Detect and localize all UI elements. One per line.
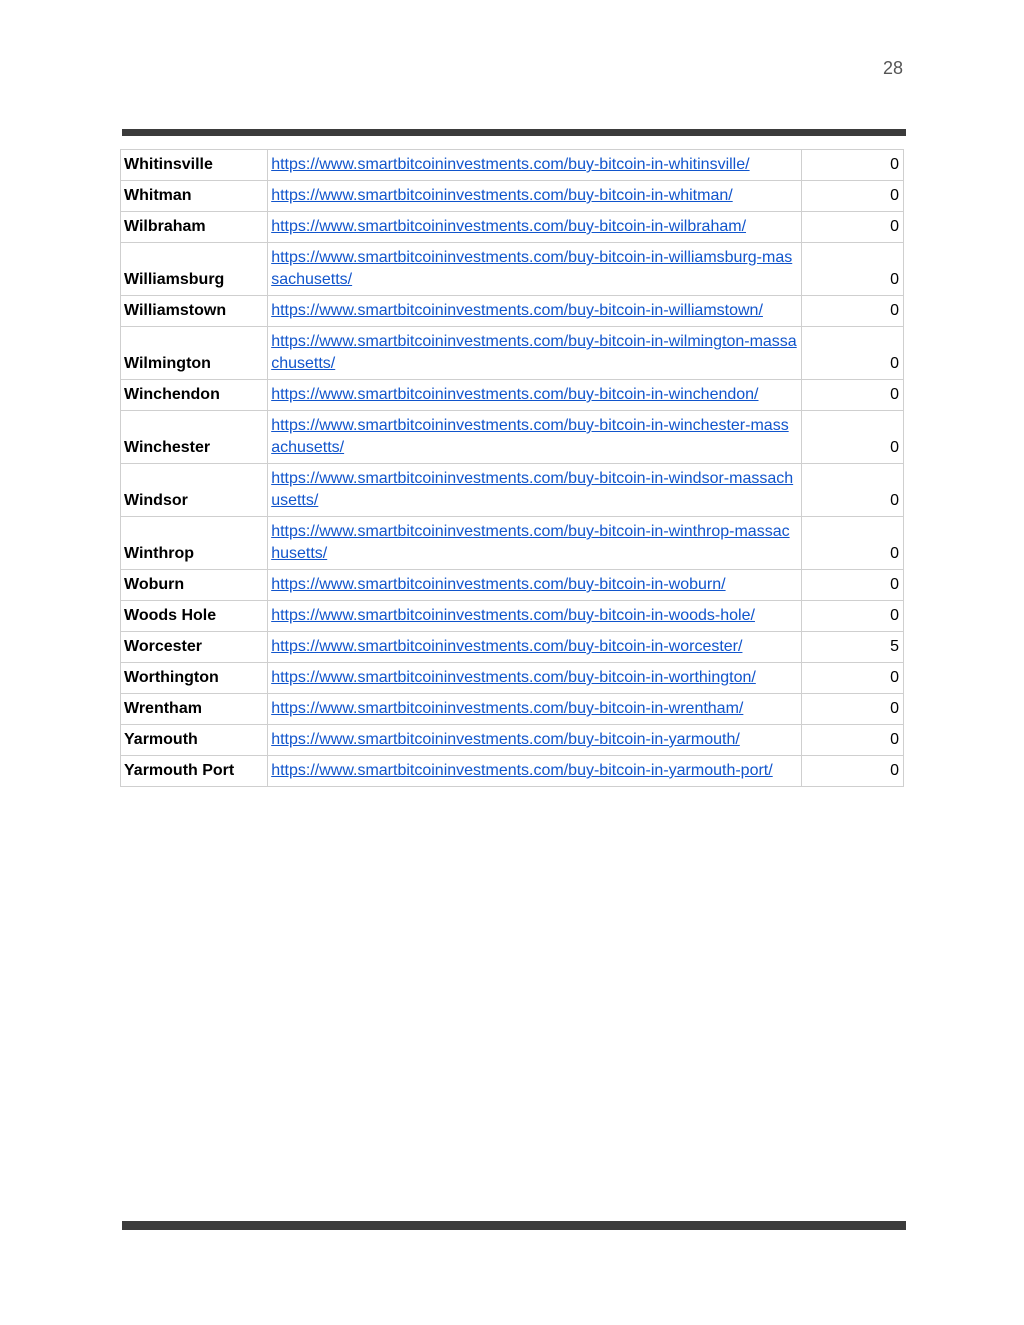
table-body [121,150,904,787]
url-cell [268,212,802,243]
city-page-link[interactable]: https://www.smartbitcoininvestments.com/buy-bitcoin-in-winchendon/ [271,386,759,403]
count-cell: 5 [801,632,903,663]
city-name-cell: Wilbraham [121,212,268,243]
city-page-link[interactable]: https://www.smartbitcoininvestments.com/buy-bitcoin-in-yarmouth/ [271,731,740,748]
url-cell [268,181,802,212]
city-page-link[interactable]: https://www.smartbitcoininvestments.com/buy-bitcoin-in-whitman/ [271,187,733,204]
city-name-cell: Williamstown [121,296,268,327]
url-cell [268,663,802,694]
url-cell [268,243,802,296]
city-name-cell: Winchendon [121,380,268,411]
city-name-cell: Windsor [121,464,268,517]
city-links-table [120,149,904,787]
city-name-cell: Woburn [121,570,268,601]
url-cell [268,694,802,725]
city-page-link[interactable]: https://www.smartbitcoininvestments.com/buy-bitcoin-in-yarmouth-port/ [271,762,773,779]
table-row [121,327,904,380]
table-row [121,517,904,570]
table-row [121,756,904,787]
city-page-link[interactable]: https://www.smartbitcoininvestments.com/buy-bitcoin-in-winchester-massachusetts/ [271,417,789,456]
table-row [121,601,904,632]
count-cell: 0 [801,601,903,632]
url-cell [268,517,802,570]
count-cell: 0 [801,296,903,327]
url-cell [268,411,802,464]
count-cell: 0 [801,150,903,181]
url-cell [268,632,802,663]
url-cell [268,150,802,181]
table-row [121,296,904,327]
city-page-link[interactable]: https://www.smartbitcoininvestments.com/buy-bitcoin-in-wilbraham/ [271,218,747,235]
count-cell: 0 [801,725,903,756]
count-cell: 0 [801,464,903,517]
city-name-cell: Whitinsville [121,150,268,181]
city-page-link[interactable]: https://www.smartbitcoininvestments.com/buy-bitcoin-in-worthington/ [271,669,756,686]
city-page-link[interactable]: https://www.smartbitcoininvestments.com/buy-bitcoin-in-wrentham/ [271,700,744,717]
city-page-link[interactable]: https://www.smartbitcoininvestments.com/buy-bitcoin-in-windsor-massachusetts/ [271,470,794,509]
table-row [121,725,904,756]
url-cell [268,756,802,787]
url-cell [268,570,802,601]
table-row [121,181,904,212]
table-row [121,150,904,181]
city-name-cell: Wilmington [121,327,268,380]
city-page-link[interactable]: https://www.smartbitcoininvestments.com/buy-bitcoin-in-williamsburg-massachusetts/ [271,249,793,288]
city-page-link[interactable]: https://www.smartbitcoininvestments.com/buy-bitcoin-in-whitinsville/ [271,156,750,173]
city-name-cell: Yarmouth [121,725,268,756]
city-name-cell: Wrentham [121,694,268,725]
city-page-link[interactable]: https://www.smartbitcoininvestments.com/buy-bitcoin-in-winthrop-massachusetts/ [271,523,790,562]
table-row [121,570,904,601]
table-row [121,663,904,694]
city-name-cell: Winthrop [121,517,268,570]
city-page-link[interactable]: https://www.smartbitcoininvestments.com/buy-bitcoin-in-woburn/ [271,576,726,593]
city-page-link[interactable]: https://www.smartbitcoininvestments.com/buy-bitcoin-in-woods-hole/ [271,607,755,624]
table-row [121,411,904,464]
city-name-cell: Worcester [121,632,268,663]
url-cell [268,725,802,756]
city-page-link[interactable]: https://www.smartbitcoininvestments.com/buy-bitcoin-in-williamstown/ [271,302,763,319]
table-row [121,632,904,663]
url-cell [268,327,802,380]
city-name-cell: Williamsburg [121,243,268,296]
table-row [121,694,904,725]
top-divider-rule [122,129,906,136]
count-cell: 0 [801,663,903,694]
url-cell [268,464,802,517]
city-name-cell: Winchester [121,411,268,464]
url-cell [268,296,802,327]
city-name-cell: Woods Hole [121,601,268,632]
count-cell: 0 [801,411,903,464]
count-cell: 0 [801,243,903,296]
city-page-link[interactable]: https://www.smartbitcoininvestments.com/buy-bitcoin-in-worcester/ [271,638,743,655]
city-page-link[interactable]: https://www.smartbitcoininvestments.com/buy-bitcoin-in-wilmington-massachusetts/ [271,333,797,372]
url-cell [268,601,802,632]
url-cell [268,380,802,411]
city-name-cell: Yarmouth Port [121,756,268,787]
count-cell: 0 [801,756,903,787]
count-cell: 0 [801,212,903,243]
table-row [121,380,904,411]
bottom-divider-rule [122,1221,906,1230]
table-row [121,212,904,243]
city-name-cell: Worthington [121,663,268,694]
count-cell: 0 [801,380,903,411]
count-cell: 0 [801,181,903,212]
table-row [121,243,904,296]
count-cell: 0 [801,570,903,601]
count-cell: 0 [801,694,903,725]
page-number: 28 [882,58,903,78]
count-cell: 0 [801,327,903,380]
city-name-cell: Whitman [121,181,268,212]
count-cell: 0 [801,517,903,570]
table-row [121,464,904,517]
